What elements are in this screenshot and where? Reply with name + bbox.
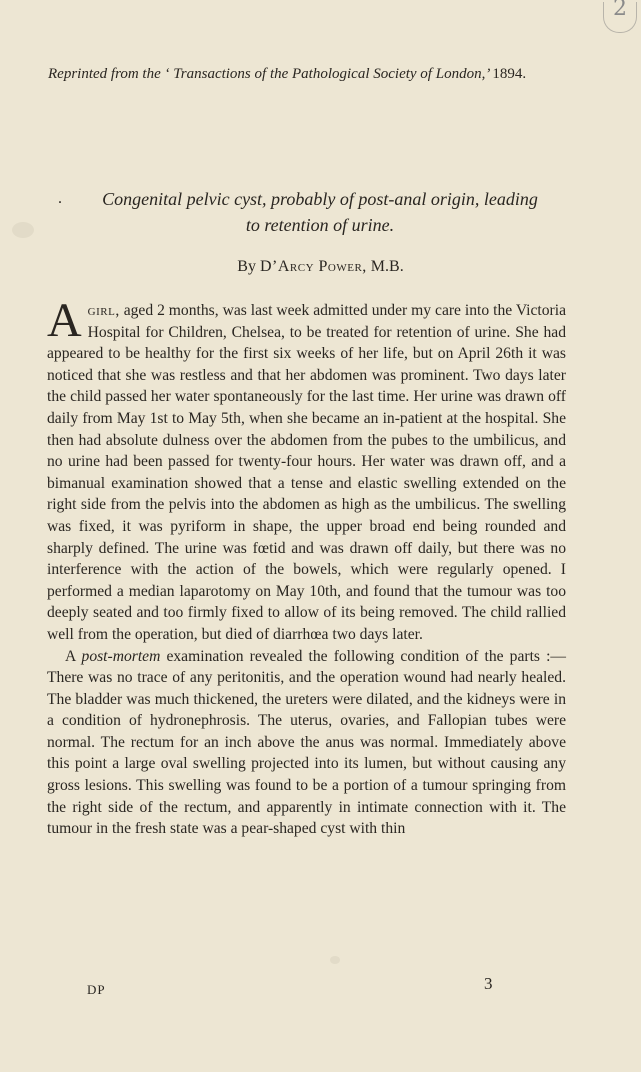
- paragraph-1-opening: girl,: [87, 302, 120, 319]
- paragraph-2-text: examination revealed the following condition of the parts :—There was no trace of any peritonitis, and the operation wound had nearly healed. The bladder was much thickened, the ureters were dilated, and the kidneys were in a condition of hydronephrosis. The uterus, ovaries, and Fallopian tubes were normal. The rectum for an inch above the anus was normal. Immediately above this point a large oval swelling projected into its lumen, but without causing any gross lesions. This swelling was found to be a portion of a tumour springing from the right side of the rectum, and apparently in intimate connection with it. The tumour in the fresh state was a pear-shaped cyst with thin: [47, 647, 566, 838]
- byline-by: By: [237, 258, 256, 275]
- paper-stain: [12, 222, 34, 238]
- paragraph-2: [47, 646, 566, 840]
- corner-mark-text: 2: [613, 0, 627, 21]
- title-bullet: .: [58, 190, 62, 207]
- title-line-1: Congenital pelvic cyst, probably of post-anal origin, leading: [102, 189, 538, 209]
- byline: [0, 258, 641, 276]
- reprint-header: [48, 66, 596, 83]
- paragraph-1: [47, 294, 566, 646]
- article-body: [47, 294, 566, 840]
- paragraph-1-text: aged 2 months, was last week admitted under my care into the Victoria Hospital for Children, Chelsea, to be treated for retention of urine. She had appeared to be healthy for the first six weeks of her life, but on April 26th it was noticed that she was restless and that her abdomen was prominent. Two days later the child passed her water spontaneously for the last time. Her urine was drawn off daily from May 1st to May 5th, when she became an in-patient at the hospital. She then had absolute dulness over the abdomen from the pubes to the umbilicus, and no urine had been passed for twenty-four hours. Her water was drawn off, and a bimanual examination showed that a tense and elastic swelling extended on the right side from the pelvis into the abdomen as high as the umbilicus. The swelling was fixed, it was pyriform in shape, the upper broad end being rounded and sharply defined. The urine was fœtid and was drawn off daily, but there was no interference with the action of the bowels, which were regularly opened. I performed a median laparotomy on May 10th, and found that the tumour was too deeply seated and too firmly fixed to allow of its being removed. The child rallied well from the operation, but died of diarrhœa two days later.: [47, 302, 566, 643]
- reprint-year: 1894.: [492, 66, 527, 82]
- reprint-source: Reprinted from the ‘ Transactions of the Pathological Society of London,’: [48, 66, 489, 82]
- author-degree: M.B.: [370, 258, 404, 275]
- drop-cap: A: [47, 294, 82, 347]
- paragraph-2-italic: post-mortem: [81, 647, 161, 665]
- title-line-2: to retention of urine.: [245, 215, 395, 235]
- corner-pencil-mark: [613, 0, 627, 21]
- paper-stain: [330, 956, 340, 964]
- printer-signature: DP: [87, 982, 106, 997]
- page-number: 3: [484, 974, 493, 993]
- author-name: D’Arcy Power,: [259, 258, 367, 275]
- article-title: [40, 186, 600, 238]
- paragraph-2-lead: A: [65, 647, 76, 665]
